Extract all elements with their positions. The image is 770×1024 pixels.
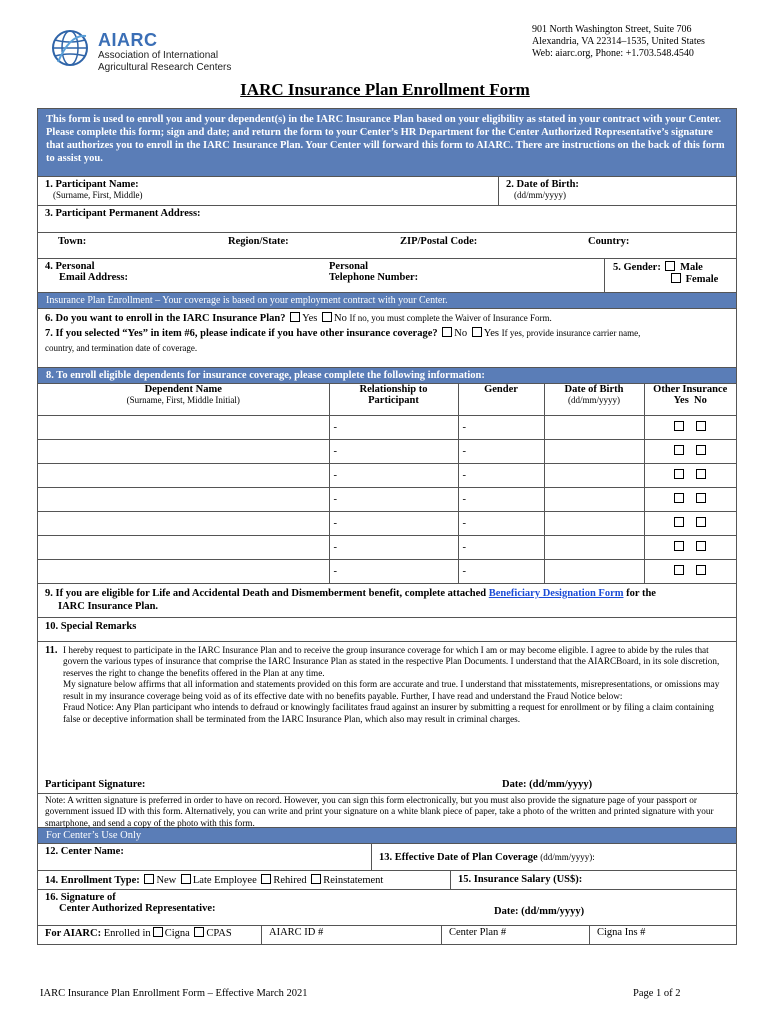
col-dependent-name xyxy=(38,384,329,415)
no-label: No xyxy=(333,313,347,324)
male-checkbox[interactable] xyxy=(665,261,675,271)
relationship-cell[interactable] xyxy=(329,487,458,511)
rehired-checkbox[interactable] xyxy=(261,874,271,884)
row-name-dob xyxy=(38,177,736,206)
col-relationship xyxy=(329,384,458,415)
declaration-paragraph: My signature below affirms that all information and statements provided on this form are accurate and true. I understand that misstatements, misrepresentations, or omissions may result in my insurance coverage being void as of its effective date with no benefits payable. Further, I have read and understand the Fraud Notice below: xyxy=(63,679,720,701)
q11-number: 11. xyxy=(45,644,58,656)
other-insurance-yes-checkbox[interactable] xyxy=(674,565,684,575)
cigna-label: Cigna xyxy=(164,927,190,939)
relationship-value: - xyxy=(333,517,337,529)
relationship-cell[interactable] xyxy=(329,535,458,559)
gender-cell[interactable] xyxy=(458,439,544,463)
other-insurance-yes-checkbox[interactable] xyxy=(674,445,684,455)
option-label: Reinstatement xyxy=(323,874,384,886)
q7-note-2: country, and termination date of coverage. xyxy=(45,343,198,353)
gender-cell[interactable] xyxy=(458,415,544,439)
relationship-value: - xyxy=(333,541,337,553)
center-use-bar: For Center’s Use Only xyxy=(38,828,736,844)
question-label: 6. Do you want to enroll in the IARC Insurance Plan? xyxy=(45,313,286,324)
q7-no-checkbox[interactable] xyxy=(442,327,452,337)
org-address xyxy=(532,24,718,60)
reinstatement-checkbox[interactable] xyxy=(311,874,321,884)
relationship-value: - xyxy=(333,493,337,505)
dependents-header-row xyxy=(38,384,736,415)
gender-cell[interactable] xyxy=(458,463,544,487)
cpas-label: CPAS xyxy=(206,927,232,939)
participant-address-field[interactable] xyxy=(38,206,736,259)
field-label: Telephone Number: xyxy=(329,272,419,283)
gender-value: - xyxy=(462,469,466,481)
globe-logo-icon xyxy=(50,28,90,68)
date-of-birth-field[interactable] xyxy=(499,177,736,205)
other-insurance-yes-checkbox[interactable] xyxy=(674,541,684,551)
dependent-name-cell[interactable] xyxy=(38,559,329,583)
field-label: 2. Date of Birth: xyxy=(506,179,579,190)
dependent-row xyxy=(38,439,736,463)
other-insurance-no-checkbox[interactable] xyxy=(696,565,706,575)
other-insurance-yes-checkbox[interactable] xyxy=(674,493,684,503)
dependent-row xyxy=(38,535,736,559)
field-label: Center Plan # xyxy=(449,926,507,938)
logo-sub-line: Agricultural Research Centers xyxy=(98,62,232,73)
beneficiary-form-link[interactable]: Beneficiary Designation Form xyxy=(488,587,624,599)
late-employee-checkbox[interactable] xyxy=(181,874,191,884)
dob-cell[interactable] xyxy=(544,487,644,511)
other-insurance-cell xyxy=(644,511,736,535)
dependent-row xyxy=(38,487,736,511)
dependent-name-cell[interactable] xyxy=(38,535,329,559)
header-hint: (dd/mm/yyyy) xyxy=(568,395,620,405)
effective-date-field[interactable] xyxy=(372,844,736,870)
dob-cell[interactable] xyxy=(544,511,644,535)
dependent-name-cell[interactable] xyxy=(38,487,329,511)
dob-cell[interactable] xyxy=(544,535,644,559)
aiarc-id-field[interactable] xyxy=(262,926,442,944)
relationship-cell[interactable] xyxy=(329,463,458,487)
logo-subtitle xyxy=(98,50,231,74)
address-line: 901 North Washington Street, Suite 706 xyxy=(532,24,692,35)
gender-value: - xyxy=(462,517,466,529)
dependents-table xyxy=(38,384,736,584)
field-label: Cigna Ins # xyxy=(597,926,646,938)
q7-yes-checkbox[interactable] xyxy=(472,327,482,337)
new-checkbox[interactable] xyxy=(144,874,154,884)
field-label: 13. Effective Date of Plan Coverage xyxy=(379,851,538,863)
region-label: Region/State: xyxy=(228,236,289,247)
relationship-cell[interactable] xyxy=(329,511,458,535)
header-label: Relationship to xyxy=(359,384,428,395)
question-7 xyxy=(45,326,729,341)
enrollment-type-field xyxy=(38,871,451,889)
field-hint: (Surname, First, Middle) xyxy=(53,190,143,200)
header-label: Other Insurance xyxy=(653,384,728,395)
field-label: 15. Insurance Salary (US$): xyxy=(458,873,583,885)
questions-6-7 xyxy=(38,309,736,368)
gender-value: - xyxy=(462,421,466,433)
header-hint: (Surname, First, Middle Initial) xyxy=(126,395,240,405)
field-label: 3. Participant Permanent Address: xyxy=(45,208,201,219)
fraud-notice: Fraud Notice: Any Plan participant who intends to defraud or knowingly facilitates fraud against an insurer by submitting a request for enrollment or by filing a claim containing false or deceptive information shall be terminated from the IARC Insurance Plan, which also may result in criminal charges. xyxy=(63,702,714,725)
field-label: For AIARC: xyxy=(45,927,102,939)
male-label: Male xyxy=(680,262,703,273)
gender-cell[interactable] xyxy=(458,535,544,559)
other-insurance-yes-checkbox[interactable] xyxy=(674,517,684,527)
participant-date-label[interactable]: Date: (dd/mm/yyyy) xyxy=(502,778,593,790)
option-label: New xyxy=(156,874,177,886)
address-line: Web: aiarc.org, Phone: +1.703.548.4540 xyxy=(532,48,694,59)
relationship-cell[interactable] xyxy=(329,559,458,583)
header-label: Dependent Name xyxy=(144,384,222,395)
town-label: Town: xyxy=(58,236,87,247)
header-label: Gender xyxy=(484,384,518,395)
question-9 xyxy=(38,584,736,618)
field-hint: (dd/mm/yyyy): xyxy=(540,851,595,862)
special-remarks-field[interactable] xyxy=(38,618,736,642)
header-label: Participant xyxy=(368,395,419,406)
other-insurance-no-checkbox[interactable] xyxy=(696,517,706,527)
field-hint: (dd/mm/yyyy) xyxy=(514,190,566,200)
relationship-cell[interactable] xyxy=(329,439,458,463)
dependent-name-cell[interactable] xyxy=(38,511,329,535)
field-label: Email Address: xyxy=(59,272,128,283)
relationship-value: - xyxy=(333,421,337,433)
other-insurance-no-checkbox[interactable] xyxy=(696,541,706,551)
q9-text: IARC Insurance Plan. xyxy=(58,600,159,612)
cigna-checkbox[interactable] xyxy=(153,927,163,937)
declaration-paragraph: I hereby request to participate in the IARC Insurance Plan and to receive the group insurance coverage for which I am or may become eligible. I agree to abide by the rules that govern the various types of insurance that comprise the IARC Insurance Plan as stated in the respective Plan Documents. I understand that the AIARCBoard, in its sole discretion, reserves the right to change the benefits offered in the Plan at any time. xyxy=(63,644,720,678)
other-insurance-cell xyxy=(644,439,736,463)
gender-cell[interactable] xyxy=(458,559,544,583)
row-center-name xyxy=(38,844,736,871)
other-insurance-cell xyxy=(644,559,736,583)
address-line: Alexandria, VA 22314–1535, United States xyxy=(532,36,705,47)
field-label: 1. Participant Name: xyxy=(45,179,139,190)
field-label: 10. Special Remarks xyxy=(45,620,137,632)
q7-note: If yes, provide insurance carrier name, xyxy=(501,328,641,338)
country-label: Country: xyxy=(588,236,630,247)
other-insurance-cell xyxy=(644,535,736,559)
dependent-name-cell[interactable] xyxy=(38,463,329,487)
question-11-declaration xyxy=(38,642,736,828)
other-insurance-no-checkbox[interactable] xyxy=(696,445,706,455)
other-insurance-yes-checkbox[interactable] xyxy=(674,469,684,479)
dependent-name-cell[interactable] xyxy=(38,439,329,463)
row-contact-gender xyxy=(38,259,736,293)
gender-value: - xyxy=(462,445,466,457)
header-label: Date of Birth xyxy=(564,384,624,395)
footer-page-number: Page 1 of 2 xyxy=(633,988,681,999)
enrolled-in-field xyxy=(38,926,262,944)
dependents-bar: 8. To enroll eligible dependents for insurance coverage, please complete the following information: xyxy=(38,368,736,384)
question-label: 7. If you selected “Yes” in item #6, please indicate if you have other insurance coverage? xyxy=(45,328,438,339)
intro-instructions: This form is used to enroll you and your dependent(s) in the IARC Insurance Plan based on your eligibility as stated in your contract with your Center. Please complete this form; sign and date; and return the form to your Center’s HR Department for the Center Authorized Representative’s signature that authorizes you to enroll in the IARC Insurance Plan. Your Center will forward this form to AIARC. There are instructions on the back of this form to assist you. xyxy=(38,109,736,177)
header-yes: Yes xyxy=(673,395,689,406)
option-label: Rehired xyxy=(273,874,307,886)
header-no: No xyxy=(694,395,707,406)
dob-cell[interactable] xyxy=(544,415,644,439)
other-insurance-yes-checkbox[interactable] xyxy=(674,421,684,431)
relationship-value: - xyxy=(333,469,337,481)
relationship-value: - xyxy=(333,565,337,577)
field-label: 5. Gender: xyxy=(613,262,661,273)
gender-field xyxy=(605,259,736,292)
cigna-ins-field[interactable] xyxy=(590,926,736,944)
dependent-row xyxy=(38,511,736,535)
participant-name-field[interactable] xyxy=(38,177,499,205)
letterhead xyxy=(0,0,770,80)
q9-text: for the xyxy=(626,587,656,599)
relationship-cell[interactable] xyxy=(329,415,458,439)
gender-value: - xyxy=(462,541,466,553)
aiarc-use-row xyxy=(38,926,736,944)
email-field[interactable] xyxy=(38,259,322,292)
signature-note: Note: A written signature is preferred in order to have on record. However, you can sign this form electronically, but you must also provide the signature page of your passport or government issued ID with this form. Alternatively, you can write and print your signature on a white blank piece of paper, take a photo of the written and printed signature with your smartphone, and send a copy of the photo with this form. xyxy=(45,794,714,828)
logo-sub-line: Association of International xyxy=(98,50,219,61)
q9-text: 9. If you are eligible for Life and Accidental Death and Dismemberment benefit, complete attached xyxy=(45,587,487,599)
center-representative-signature[interactable] xyxy=(38,890,736,926)
q6-no-checkbox[interactable] xyxy=(322,312,332,322)
dependent-row xyxy=(38,559,736,583)
option-label: Late Employee xyxy=(192,874,257,886)
q6-yes-checkbox[interactable] xyxy=(290,312,300,322)
center-name-field[interactable] xyxy=(38,844,372,870)
gender-cell[interactable] xyxy=(458,511,544,535)
logo-name: AIARC xyxy=(98,30,158,50)
no-label: No xyxy=(454,328,468,339)
dob-cell[interactable] xyxy=(544,463,644,487)
yes-label: Yes xyxy=(483,328,500,339)
form-title: IARC Insurance Plan Enrollment Form xyxy=(240,80,530,99)
dob-cell[interactable] xyxy=(544,439,644,463)
yes-label: Yes xyxy=(302,313,318,324)
row-enrollment-type xyxy=(38,871,736,890)
enrolled-label: Enrolled in xyxy=(103,927,151,939)
enrollment-bar: Insurance Plan Enrollment – Your coverage is based on your employment contract with your Center. xyxy=(38,293,736,309)
enrollment-form xyxy=(37,108,737,945)
col-gender xyxy=(458,384,544,415)
insurance-salary-field[interactable] xyxy=(451,871,736,889)
relationship-value: - xyxy=(333,445,337,457)
dependent-name-cell[interactable] xyxy=(38,415,329,439)
center-plan-field[interactable] xyxy=(442,926,590,944)
gender-value: - xyxy=(462,565,466,577)
dependent-row xyxy=(38,463,736,487)
phone-field[interactable] xyxy=(322,259,605,292)
q6-note: If no, you must complete the Waiver of Insurance Form. xyxy=(349,313,552,323)
other-insurance-cell xyxy=(644,415,736,439)
zip-label: ZIP/Postal Code: xyxy=(400,236,478,247)
gender-value: - xyxy=(462,493,466,505)
field-label: 14. Enrollment Type: xyxy=(45,874,140,886)
dependent-row xyxy=(38,415,736,439)
other-insurance-no-checkbox[interactable] xyxy=(696,469,706,479)
col-other-insurance xyxy=(644,384,736,415)
field-label: Personal xyxy=(329,261,369,272)
other-insurance-cell xyxy=(644,463,736,487)
question-6 xyxy=(45,311,729,326)
footer-form-name: IARC Insurance Plan Enrollment Form – Effective March 2021 xyxy=(40,988,308,999)
female-checkbox[interactable] xyxy=(671,273,681,283)
other-insurance-no-checkbox[interactable] xyxy=(696,421,706,431)
field-label: AIARC ID # xyxy=(269,926,324,938)
field-label: 12. Center Name: xyxy=(45,845,124,857)
col-date-of-birth xyxy=(544,384,644,415)
participant-signature-label[interactable]: Participant Signature: xyxy=(45,778,146,790)
gender-cell[interactable] xyxy=(458,487,544,511)
dob-cell[interactable] xyxy=(544,559,644,583)
field-label: 16. Signature of xyxy=(45,891,116,903)
field-label: 4. Personal xyxy=(45,261,95,272)
other-insurance-cell xyxy=(644,487,736,511)
other-insurance-no-checkbox[interactable] xyxy=(696,493,706,503)
representative-date-label: Date: (dd/mm/yyyy) xyxy=(494,905,585,917)
cpas-checkbox[interactable] xyxy=(194,927,204,937)
field-label: Center Authorized Representative: xyxy=(59,902,216,914)
female-label: Female xyxy=(685,274,719,285)
